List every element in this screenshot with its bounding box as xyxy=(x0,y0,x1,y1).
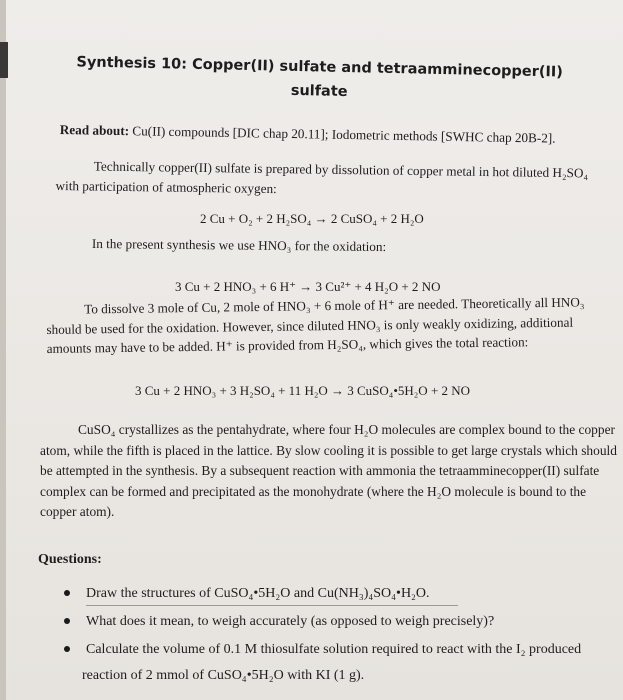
paragraph-1 xyxy=(55,156,595,203)
page-edge xyxy=(0,0,6,700)
bullet-icon xyxy=(64,590,70,596)
question-item: Calculate the volume of 0.1 M thiosulfate solution required to react with the I₂ produced xyxy=(86,640,616,659)
bullet-icon xyxy=(64,618,70,624)
equation-2: 3 Cu + 2 HNO₃ + 6 H⁺ → 3 Cu²⁺ + 4 H₂O + 2 NO xyxy=(175,279,441,294)
paragraph-4 xyxy=(40,420,618,523)
pencil-underline xyxy=(86,605,458,606)
paragraph-4-text: CuSO₄ crystallizes as the pentahydrate, where four H₂O molecules are complex bound to the copper atom, while the fifth is placed in the lattice. By slow cooling it is possible to get large crystals which should be attempted in the synthesis. By a subsequent reaction with ammonia the tetraamminecopper(II) sulfate complex can be formed and precipitated as the monohydrate (where the H₂O molecule is bound to the copper atom). xyxy=(40,422,617,520)
read-about xyxy=(60,120,580,149)
equation-1: 2 Cu + O₂ + 2 H₂SO₄ → 2 CuSO₄ + 2 H₂O xyxy=(200,211,424,226)
paragraph-3 xyxy=(46,292,607,359)
binder-mark xyxy=(0,42,8,78)
questions-heading: Questions: xyxy=(38,552,102,567)
read-about-text: Cu(II) compounds [DIC chap 20.11]; Iodometric methods [SWHC chap 20B-2]. xyxy=(132,123,556,146)
paragraph-1-text: Technically copper(II) sulfate is prepared by dissolution of copper metal in hot diluted H₂SO₄ with participation of atmospheric oxygen: xyxy=(55,158,589,196)
equation-3: 3 Cu + 2 HNO₃ + 3 H₂SO₄ + 11 H₂O → 3 CuSO₄•5H₂O + 2 NO xyxy=(135,383,471,398)
read-about-label: Read about: xyxy=(59,121,130,139)
question-item: Draw the structures of CuSO₄•5H₂O and Cu(NH₃)₄SO₄•H₂O. xyxy=(86,584,606,603)
bullet-icon xyxy=(64,646,70,652)
question-continuation: reaction of 2 mmol of CuSO₄•5H₂O with KI (1 g). xyxy=(82,668,365,683)
paragraph-2-text: In the present synthesis we use HNO₃ for the oxidation: xyxy=(91,235,387,255)
question-item: What does it mean, to weigh accurately (as opposed to weigh precisely)? xyxy=(86,612,606,631)
paragraph-2 xyxy=(92,234,592,259)
title-line-1: Synthesis 10: Copper(II) sulfate and tetraamminecopper(II) xyxy=(76,54,564,81)
document-title xyxy=(59,50,580,109)
title-line-2: sulfate xyxy=(290,82,348,101)
paragraph-3-text: To dissolve 3 mole of Cu, 2 mole of HNO₃ + 6 mole of H⁺ are needed. Theoretically all HNO₃ should be used for the oxidation. However, since diluted HNO₃ is only weakly oxidizing, additional amounts may have to be added. H⁺ is provided from H₂SO₄, which gives the total reaction: xyxy=(46,294,585,357)
